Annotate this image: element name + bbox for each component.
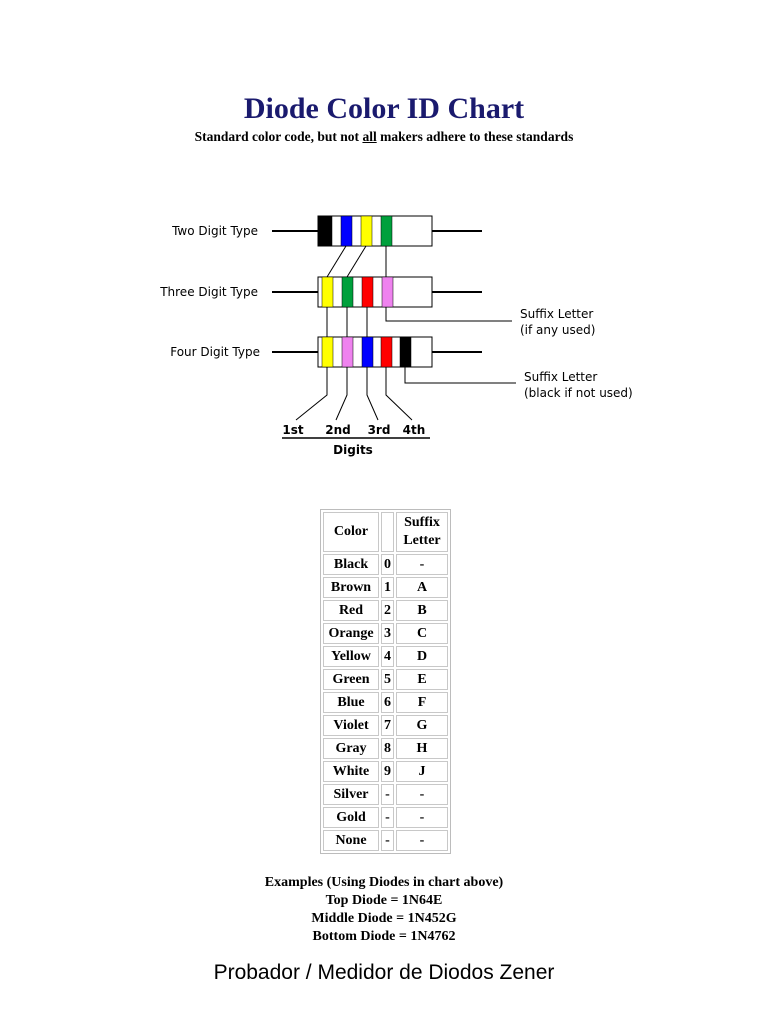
footer-caption: Probador / Medidor de Diodos Zener (213, 961, 555, 984)
example-top: Top Diode = 1N64E (325, 893, 443, 908)
cell-color: Brown (323, 577, 379, 598)
table-row (323, 738, 448, 759)
cell-color: Blue (323, 692, 379, 713)
suffix-pointer-three (386, 307, 512, 321)
suffix-note-1-line1: Suffix Letter (520, 307, 594, 321)
cell-suffix: - (396, 830, 448, 851)
table-row (323, 807, 448, 828)
cell-suffix: H (396, 738, 448, 759)
cell-suffix: C (396, 623, 448, 644)
cell-digit: - (381, 830, 394, 851)
label-two-digit: Two Digit Type (172, 224, 258, 238)
table-row (323, 715, 448, 736)
table-row (323, 577, 448, 598)
band-two-1 (318, 216, 332, 246)
page-subtitle (0, 129, 768, 145)
subtitle-before: Standard color code, but not (194, 129, 363, 144)
cell-digit: 1 (381, 577, 394, 598)
table-row (323, 692, 448, 713)
diode-body-four (318, 337, 432, 367)
digit-pointers (296, 367, 412, 420)
cell-suffix: E (396, 669, 448, 690)
header-color: Color (323, 512, 379, 552)
cell-suffix: A (396, 577, 448, 598)
table-row (323, 554, 448, 575)
band-three-4 (382, 277, 393, 307)
digit-label-2nd: 2nd (325, 423, 351, 437)
example-bottom: Bottom Diode = 1N4762 (312, 929, 456, 944)
cell-digit: - (381, 807, 394, 828)
cell-color: Green (323, 669, 379, 690)
cell-color: White (323, 761, 379, 782)
diode-body-three (318, 277, 432, 307)
table-row (323, 761, 448, 782)
digit-label-4th: 4th (402, 423, 426, 437)
cell-color: Red (323, 600, 379, 621)
diode-body-two (318, 216, 432, 246)
suffix-note-1-line2: (if any used) (520, 323, 596, 337)
band-four-4 (381, 337, 392, 367)
band-two-2 (341, 216, 352, 246)
connectors-three-four (327, 307, 367, 337)
suffix-note-2-line2: (black if not used) (524, 386, 633, 400)
subtitle-after: makers adhere to these standards (376, 129, 574, 144)
cell-digit: 9 (381, 761, 394, 782)
cell-digit: 0 (381, 554, 394, 575)
table-header-row (323, 512, 448, 552)
color-code-table-wrap (320, 509, 451, 854)
table-row (323, 830, 448, 851)
band-two-4 (381, 216, 392, 246)
label-four-digit: Four Digit Type (170, 345, 260, 359)
cell-suffix: B (396, 600, 448, 621)
cell-color: Violet (323, 715, 379, 736)
cell-suffix: G (396, 715, 448, 736)
cell-digit: 6 (381, 692, 394, 713)
band-four-1 (322, 337, 333, 367)
header-suffix-line2: Letter (403, 533, 441, 548)
band-three-1 (322, 277, 333, 307)
band-four-3 (362, 337, 373, 367)
cell-digit: 5 (381, 669, 394, 690)
cell-suffix: F (396, 692, 448, 713)
label-three-digit: Three Digit Type (160, 285, 258, 299)
cell-suffix: J (396, 761, 448, 782)
band-four-2 (342, 337, 353, 367)
cell-color: Yellow (323, 646, 379, 667)
cell-suffix: - (396, 807, 448, 828)
cell-digit: - (381, 784, 394, 805)
cell-color: Gold (323, 807, 379, 828)
table-row (323, 784, 448, 805)
cell-suffix: - (396, 784, 448, 805)
header-suffix-line1: Suffix (404, 515, 440, 530)
cell-color: Orange (323, 623, 379, 644)
diode-band-diagram (0, 190, 768, 470)
color-code-table (320, 509, 451, 854)
band-three-3 (362, 277, 373, 307)
connectors-two-three (327, 246, 386, 277)
digits-caption: Digits (333, 443, 373, 457)
digit-label-3rd: 3rd (367, 423, 391, 437)
table-row (323, 646, 448, 667)
cell-color: Silver (323, 784, 379, 805)
band-two-3 (361, 216, 372, 246)
examples-block (0, 874, 768, 946)
cell-color: Black (323, 554, 379, 575)
cell-suffix: - (396, 554, 448, 575)
header-digit (381, 512, 394, 552)
examples-heading: Examples (Using Diodes in chart above) (264, 875, 504, 890)
digit-label-1st: 1st (282, 423, 304, 437)
suffix-pointer-four (405, 367, 516, 383)
table-row (323, 600, 448, 621)
table-row (323, 623, 448, 644)
suffix-note-2-line1: Suffix Letter (524, 370, 598, 384)
cell-digit: 2 (381, 600, 394, 621)
band-four-5 (400, 337, 411, 367)
cell-digit: 3 (381, 623, 394, 644)
page-title: Diode Color ID Chart (243, 92, 525, 125)
example-middle: Middle Diode = 1N452G (311, 911, 457, 926)
subtitle-emphasis: all (362, 129, 377, 144)
cell-color: Gray (323, 738, 379, 759)
band-three-2 (342, 277, 353, 307)
cell-digit: 7 (381, 715, 394, 736)
table-row (323, 669, 448, 690)
cell-suffix: D (396, 646, 448, 667)
header-suffix (396, 512, 448, 552)
cell-digit: 8 (381, 738, 394, 759)
cell-digit: 4 (381, 646, 394, 667)
cell-color: None (323, 830, 379, 851)
